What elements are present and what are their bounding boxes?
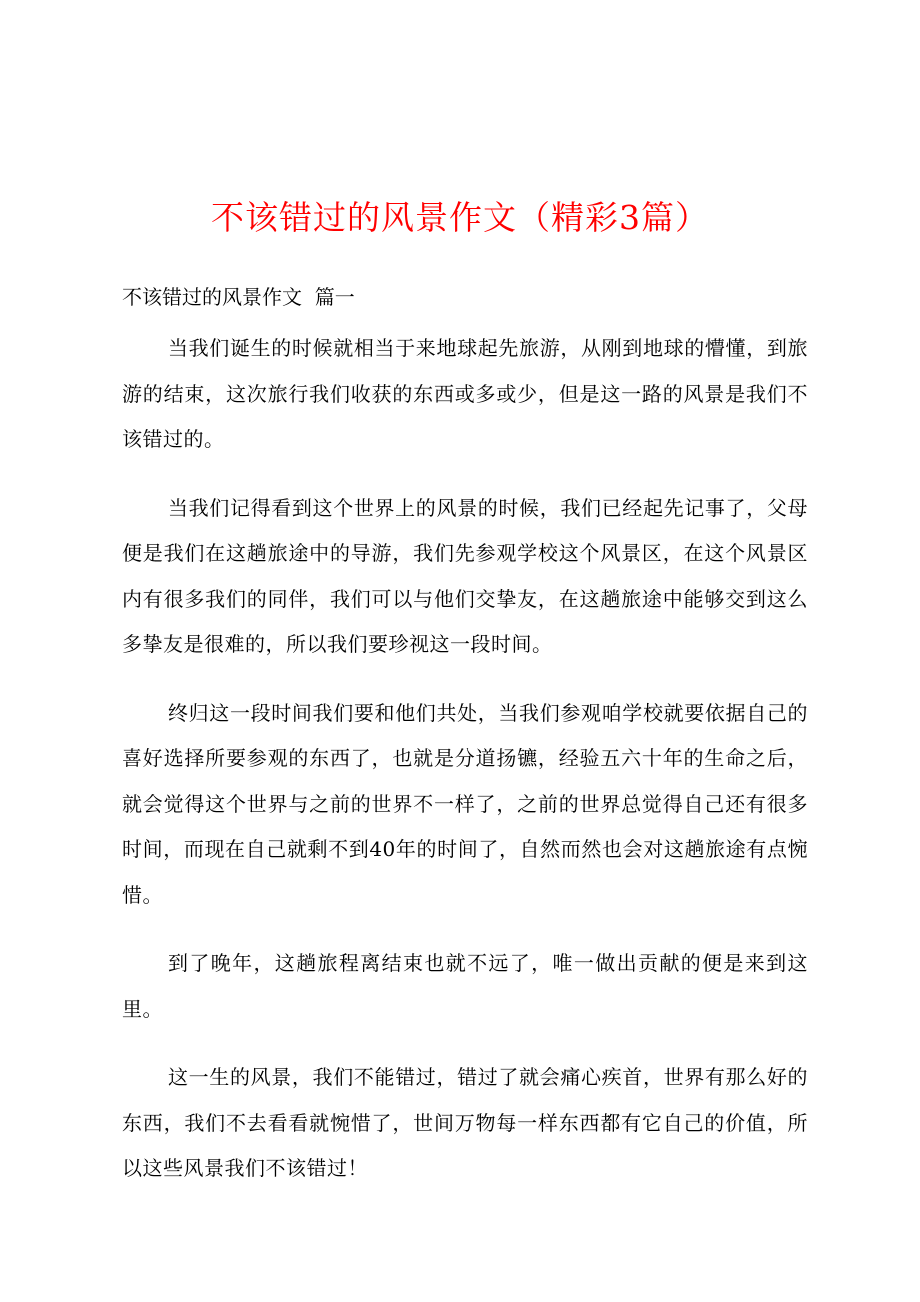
page-title: 不该错过的风景作文（精彩3篇） [211,198,709,237]
paragraph-3: 终归这一段时间我们要和他们共处，当我们参观咱学校就要依据自己的喜好选择所要参观的东西了，也就是分道扬镳，经验五六十年的生命之后，就会觉得这个世界与之前的世界不一样了，之前的世界总觉得自己还有很多时间，而现在自己就剩不到40年的时间了，自然而然也会对这趟旅途有点惋惜。 [122,700,808,907]
paragraph-1: 当我们诞生的时候就相当于来地球起先旅游，从刚到地球的懵懂，到旅游的结束，这次旅行我们收获的东西或多或少，但是这一路的风景是我们不该错过的。 [122,336,808,451]
paragraph-4: 到了晚年，这趟旅程离结束也就不远了，唯一做出贡献的便是来到这里。 [122,951,808,1021]
paragraph-5: 这一生的风景，我们不能错过，错过了就会痛心疾首，世界有那么好的东西，我们不去看看就惋惜了，世间万物每一样东西都有它自己的价值，所以这些风景我们不该错过！ [122,1065,808,1180]
article-body [122,326,808,1215]
section-heading: 不该错过的风景作文 篇一 [122,285,355,309]
paragraph-2: 当我们记得看到这个世界上的风景的时候，我们已经起先记事了，父母便是我们在这趟旅途中的导游，我们先参观学校这个风景区，在这个风景区内有很多我们的同伴，我们可以与他们交挚友，在这趟旅途中能够交到这么多挚友是很难的，所以我们要珍视这一段时间。 [122,495,808,656]
